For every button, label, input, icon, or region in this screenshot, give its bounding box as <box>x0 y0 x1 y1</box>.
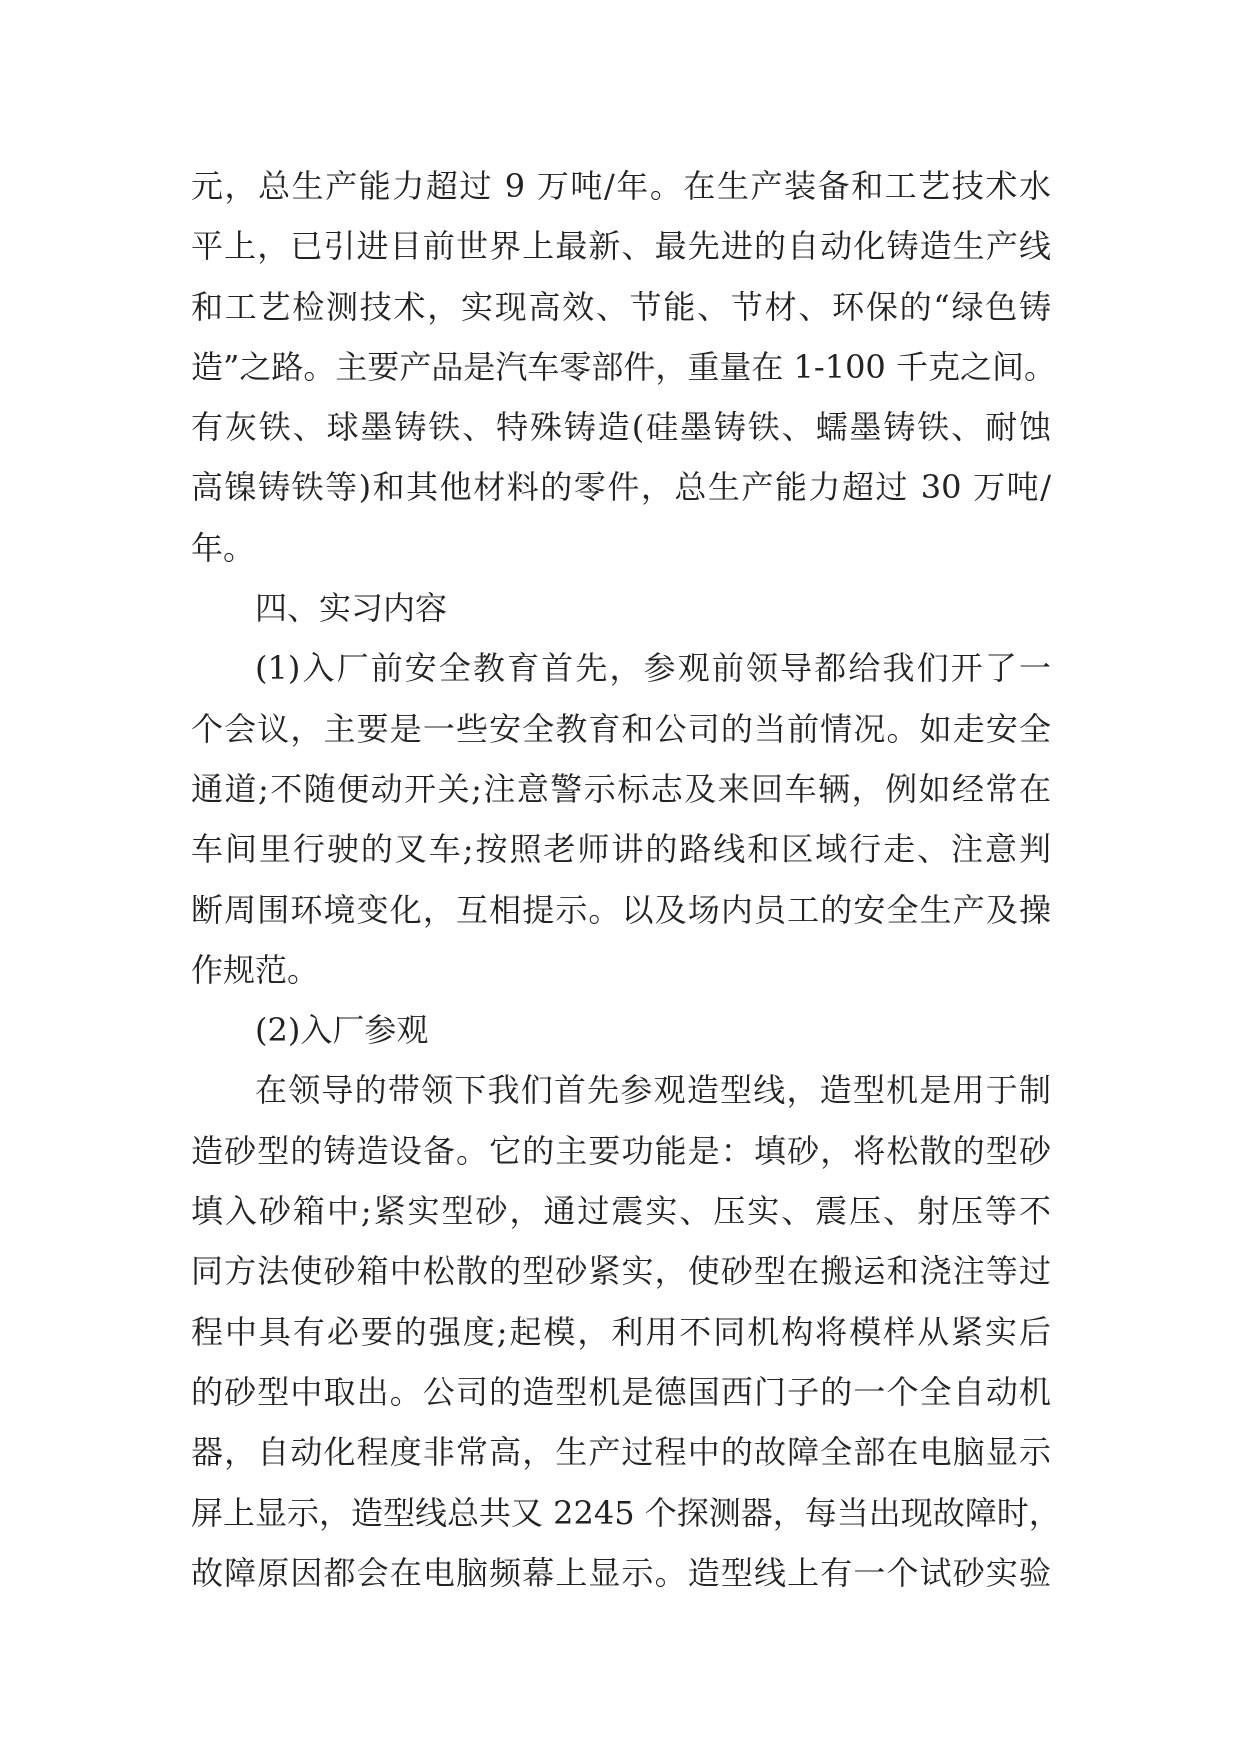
text-line: 程中具有必要的强度;起模，利用不同机构将模样从紧实后 <box>191 1312 1051 1351</box>
text-line: 断周围环境变化，互相提示。以及场内员工的安全生产及操 <box>191 890 1051 929</box>
text-line: 高镍铸铁等)和其他材料的零件，总生产能力超过 30 万吨/ <box>191 468 1051 507</box>
text-line: 作规范。 <box>191 950 320 989</box>
text-line: 元，总生产能力超过 9 万吨/年。在生产装备和工艺技术水 <box>191 167 1051 205</box>
text-line: (1)入厂前安全教育首先，参观前领导都给我们开了一 <box>255 649 1051 688</box>
text-line: 造”之路。主要产品是汽车零部件，重量在 1-100 千克之间。 <box>191 347 1056 386</box>
text-line: 通道;不随便动开关;注意警示标志及来回车辆，例如经常在 <box>191 769 1051 808</box>
text-line: 个会议，主要是一些安全教育和公司的当前情况。如走安全 <box>191 709 1051 748</box>
text-line: 器，自动化程度非常高，生产过程中的故障全部在电脑显示 <box>191 1433 1051 1472</box>
text-line: 的砂型中取出。公司的造型机是德国西门子的一个全自动机 <box>191 1372 1051 1411</box>
text-line: 车间里行驶的叉车;按照老师讲的路线和区域行走、注意判 <box>191 830 1051 869</box>
text-line: 填入砂箱中;紧实型砂，通过震实、压实、震压、射压等不 <box>191 1192 1051 1231</box>
document-body <box>191 156 1061 1603</box>
text-line: 屏上显示，造型线总共又 2245 个探测器，每当出现故障时， <box>191 1493 1061 1532</box>
text-line: 造砂型的铸造设备。它的主要功能是：填砂，将松散的型砂 <box>191 1131 1051 1170</box>
text-line: 有灰铁、球墨铸铁、特殊铸造(硅墨铸铁、蠕墨铸铁、耐蚀 <box>191 408 1051 447</box>
text-line: 同方法使砂箱中松散的型砂紧实，使砂型在搬运和浇注等过 <box>191 1252 1051 1291</box>
text-line: 在领导的带领下我们首先参观造型线，造型机是用于制 <box>255 1071 1051 1110</box>
text-line: 和工艺检测技术，实现高效、节能、节材、环保的“绿色铸 <box>191 287 1051 326</box>
text-line: 平上，已引进目前世界上最新、最先进的自动化铸造生产线 <box>191 227 1051 266</box>
text-line: 故障原因都会在电脑频幕上显示。造型线上有一个试砂实验 <box>191 1553 1051 1592</box>
text-line: (2)入厂参观 <box>255 1011 429 1050</box>
text-line: 年。 <box>191 528 256 567</box>
text-line: 四、实习内容 <box>255 589 448 628</box>
